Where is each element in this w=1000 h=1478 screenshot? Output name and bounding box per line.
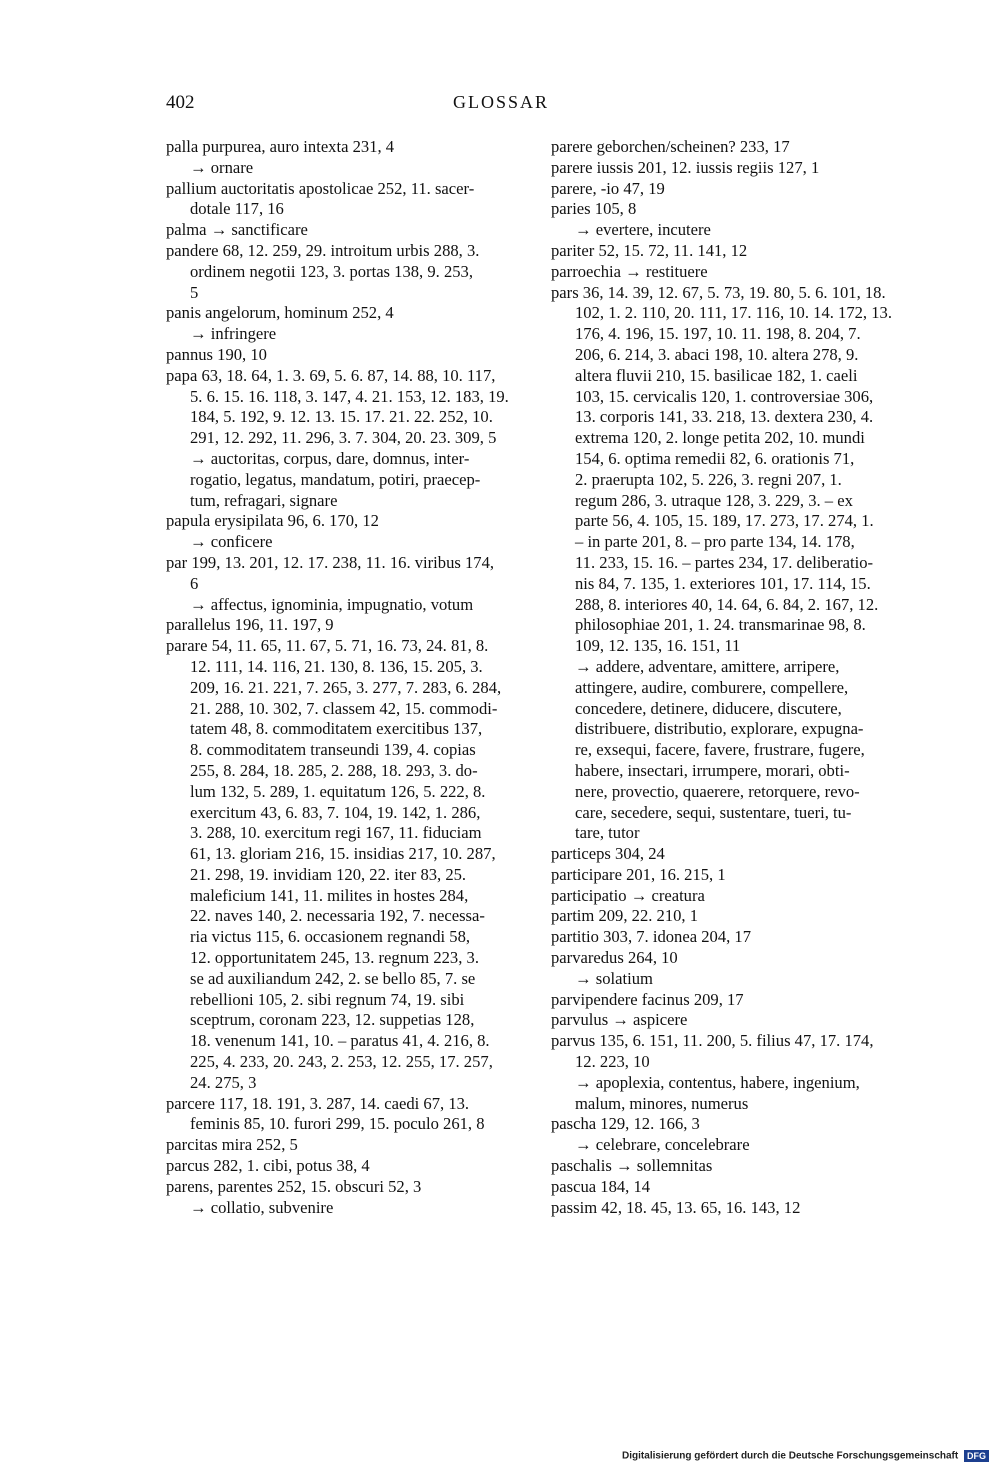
entry-continuation-line: 225, 4. 233, 20. 243, 2. 253, 12. 255, 17. 257, <box>190 1052 493 1072</box>
entry-headword-line: parere geborchen/scheinen? 233, 17 <box>551 137 790 156</box>
entry-continuation-line: 288, 8. interiores 40, 14. 64, 6. 84, 2. 167, 12. <box>575 594 879 614</box>
entry-headword-line: parvus 135, 6. 151, 11. 200, 5. filius 47, 17. 174, <box>551 1031 874 1051</box>
entry-headword-line: parvulus → aspicere <box>551 1010 688 1030</box>
entry-continuation-line: → celebrare, concelebrare <box>575 1135 750 1155</box>
entry-headword-line: parcus 282, 1. cibi, potus 38, 4 <box>166 1156 370 1176</box>
entry-continuation-line: habere, insectari, irrumpere, morari, obti- <box>575 760 850 780</box>
entry-continuation-line: concedere, detinere, diducere, discutere, <box>575 698 842 718</box>
running-title: GLOSSAR <box>452 92 550 112</box>
glossary-column-left <box>166 137 509 1218</box>
entry-headword-line: parvaredus 264, 10 <box>551 948 678 968</box>
entry-headword-line: papa 63, 18. 64, 1. 3. 69, 5. 6. 87, 14. 88, 10. 117, <box>166 365 496 385</box>
entry-continuation-line: → addere, adventare, amittere, arripere, <box>575 656 840 676</box>
entry-continuation-line: 5 <box>190 282 199 302</box>
entry-continuation-line: 206, 6. 214, 3. abaci 198, 10. altera 278, 9. <box>575 344 859 364</box>
entry-headword-line: pascha 129, 12. 166, 3 <box>551 1114 700 1134</box>
entry-continuation-line: altera fluvii 210, 15. basilicae 182, 1. caeli <box>575 365 858 385</box>
entry-continuation-line: 8. commoditatem transeundi 139, 4. copias <box>190 740 476 760</box>
entry-continuation-line: ria victus 115, 6. occasionem regnandi 58, <box>190 927 471 947</box>
entry-headword-line: pascua 184, 14 <box>551 1176 651 1196</box>
entry-headword-line: parere, -io 47, 19 <box>551 178 665 198</box>
entry-continuation-line: → conficere <box>190 532 273 552</box>
entry-continuation-line: 22. naves 140, 2. necessaria 192, 7. necessa- <box>190 906 485 926</box>
entry-continuation-line: 2. praerupta 102, 5. 226, 3. regni 207, 1. <box>575 469 842 489</box>
entry-continuation-line: 11. 233, 15. 16. – partes 234, 17. deliberatio- <box>575 552 874 572</box>
entry-continuation-line: nere, provectio, quaerere, retorquere, revo- <box>575 781 860 801</box>
entry-continuation-line: 12. 111, 14. 116, 21. 130, 8. 136, 15. 205, 3. <box>190 656 483 676</box>
footer-credit: Digitalisierung gefördert durch die Deutsche Forschungsgemeinschaft <box>622 1450 959 1462</box>
entry-continuation-line: 18. venenum 141, 10. – paratus 41, 4. 216, 8. <box>190 1031 490 1051</box>
entry-headword-line: parare 54, 11. 65, 11. 67, 5. 71, 16. 73, 24. 81, 8. <box>166 636 489 656</box>
entry-continuation-line: tatem 48, 8. commoditatem exercitibus 137, <box>190 719 483 739</box>
entry-headword-line: parens, parentes 252, 15. obscuri 52, 3 <box>166 1176 422 1196</box>
entry-headword-line: particeps 304, 24 <box>551 844 665 864</box>
entry-continuation-line: → affectus, ignominia, impugnatio, votum <box>190 594 474 614</box>
entry-continuation-line: rogatio, legatus, mandatum, potiri, praecep- <box>190 469 481 489</box>
entry-continuation-line: 3. 288, 10. exercitum regi 167, 11. fiduciam <box>190 823 482 843</box>
entry-headword-line: pannus 190, 10 <box>166 344 267 364</box>
entry-continuation-line: 24. 275, 3 <box>190 1072 257 1092</box>
entry-headword-line: participatio → creatura <box>551 885 705 905</box>
entry-continuation-line: distribuere, distributio, explorare, expugna- <box>575 719 864 739</box>
entry-continuation-line: rebellioni 105, 2. sibi regnum 74, 19. sibi <box>190 989 465 1009</box>
entry-continuation-line: → infringere <box>190 324 277 344</box>
entry-continuation-line: 5. 6. 15. 16. 118, 3. 147, 4. 21. 153, 12. 183, 19. <box>190 386 509 406</box>
entry-continuation-line: regum 286, 3. utraque 128, 3. 229, 3. – ex <box>575 490 853 510</box>
entry-continuation-line: → auctoritas, corpus, dare, domnus, inter- <box>190 448 470 468</box>
entry-continuation-line: care, secedere, sequi, sustentare, tueri, tu- <box>575 802 852 822</box>
entry-continuation-line: 61, 13. gloriam 216, 15. insidias 217, 10. 287, <box>190 844 496 864</box>
entry-continuation-line: malum, minores, numerus <box>575 1093 749 1113</box>
entry-headword-line: parcere 117, 18. 191, 3. 287, 14. caedi 67, 13. <box>166 1093 470 1113</box>
entry-continuation-line: 103, 15. cervicalis 120, 1. controversiae 306, <box>575 386 874 406</box>
entry-headword-line: parvipendere facinus 209, 17 <box>551 989 744 1009</box>
entry-continuation-line: feminis 85, 10. furori 299, 15. poculo 261, 8 <box>190 1114 485 1134</box>
entry-continuation-line: 6 <box>190 573 199 593</box>
entry-headword-line: par 199, 13. 201, 12. 17. 238, 11. 16. viribus 174, <box>166 552 495 572</box>
entry-continuation-line: 154, 6. optima remedii 82, 6. orationis 71, <box>575 448 855 468</box>
entry-continuation-line: → apoplexia, contentus, habere, ingenium, <box>575 1072 860 1092</box>
entry-continuation-line: attingere, audire, comburere, compellere, <box>575 677 849 697</box>
entry-continuation-line: sceptrum, coronam 223, 12. suppetias 128, <box>190 1010 475 1030</box>
entry-headword-line: parere iussis 201, 12. iussis regiis 127, 1 <box>551 157 820 177</box>
entry-continuation-line: 102, 1. 2. 110, 20. 111, 17. 116, 10. 14. 172, 13. <box>575 303 892 323</box>
entry-headword-line: parroechia → restituere <box>551 261 708 281</box>
entry-headword-line: participare 201, 16. 215, 1 <box>551 864 726 884</box>
entry-headword-line: parallelus 196, 11. 197, 9 <box>166 615 334 635</box>
glossary-column-right <box>551 137 892 1218</box>
page-number: 402 <box>166 92 195 113</box>
entry-headword-line: pandere 68, 12. 259, 29. introitum urbis 288, 3. <box>166 240 480 260</box>
entry-continuation-line: 13. corporis 141, 33. 218, 13. dextera 230, 4. <box>575 407 874 427</box>
entry-continuation-line: ordinem negotii 123, 3. portas 138, 9. 253, <box>190 261 473 281</box>
entry-headword-line: papula erysipilata 96, 6. 170, 12 <box>166 511 379 531</box>
entry-headword-line: palma → sanctificare <box>166 220 308 240</box>
entry-continuation-line: 21. 288, 10. 302, 7. classem 42, 15. commodi- <box>190 698 498 718</box>
entry-headword-line: pallium auctoritatis apostolicae 252, 11. sacer- <box>166 178 475 198</box>
entry-headword-line: palla purpurea, auro intexta 231, 4 <box>166 137 395 156</box>
entry-continuation-line: se ad auxiliandum 242, 2. se bello 85, 7. se <box>190 968 476 988</box>
entry-continuation-line: 209, 16. 21. 221, 7. 265, 3. 277, 7. 283, 6. 284, <box>190 677 502 697</box>
entry-continuation-line: re, exsequi, facere, favere, frustrare, fugere, <box>575 740 865 760</box>
entry-continuation-line: extrema 120, 2. longe petita 202, 10. mundi <box>575 428 865 448</box>
entry-headword-line: partitio 303, 7. idonea 204, 17 <box>551 927 752 947</box>
entry-continuation-line: 109, 12. 135, 16. 151, 11 <box>575 636 741 656</box>
entry-headword-line: pariter 52, 15. 72, 11. 141, 12 <box>551 240 748 260</box>
entry-headword-line: panis angelorum, hominum 252, 4 <box>166 303 394 323</box>
page-header <box>166 92 836 122</box>
entry-continuation-line: parte 56, 4. 105, 15. 189, 17. 273, 17. 274, 1. <box>575 511 874 531</box>
entry-continuation-line: nis 84, 7. 135, 1. exteriores 101, 17. 114, 15. <box>575 573 871 593</box>
entry-continuation-line: 12. 223, 10 <box>575 1052 650 1072</box>
entry-continuation-line: dotale 117, 16 <box>190 199 284 219</box>
entry-continuation-line: → ornare <box>190 157 254 177</box>
entry-continuation-line: 255, 8. 284, 18. 285, 2. 288, 18. 293, 3. do- <box>190 760 478 780</box>
entry-continuation-line: tare, tutor <box>575 823 640 843</box>
entry-continuation-line: tum, refragari, signare <box>190 490 338 510</box>
entry-headword-line: pars 36, 14. 39, 12. 67, 5. 73, 19. 80, 5. 6. 101, 18. <box>551 282 886 302</box>
entry-continuation-line: → collatio, subvenire <box>190 1197 334 1217</box>
entry-headword-line: paries 105, 8 <box>551 199 637 219</box>
entry-continuation-line: 21. 298, 19. invidiam 120, 22. iter 83, 25. <box>190 864 467 884</box>
entry-continuation-line: 291, 12. 292, 11. 296, 3. 7. 304, 20. 23. 309, 5 <box>190 428 497 448</box>
entry-continuation-line: maleficium 141, 11. milites in hostes 284, <box>190 885 469 905</box>
entry-headword-line: paschalis → sollemnitas <box>551 1156 713 1176</box>
entry-continuation-line: lum 132, 5. 289, 1. equitatum 126, 5. 222, 8. <box>190 781 486 801</box>
entry-continuation-line: → evertere, incutere <box>575 220 711 240</box>
footer <box>0 1450 989 1462</box>
entry-headword-line: partim 209, 22. 210, 1 <box>551 906 699 926</box>
entry-continuation-line: philosophiae 201, 1. 24. transmarinae 98, 8. <box>575 615 866 635</box>
entry-continuation-line: → solatium <box>575 968 653 988</box>
dfg-logo: DFG <box>964 1450 989 1462</box>
entry-continuation-line: 184, 5. 192, 9. 12. 13. 15. 17. 21. 22. 252, 10. <box>190 407 493 427</box>
entry-headword-line: parcitas mira 252, 5 <box>166 1135 298 1155</box>
entry-continuation-line: 12. opportunitatem 245, 13. regnum 223, 3. <box>190 948 479 968</box>
entry-continuation-line: 176, 4. 196, 15. 197, 10. 11. 198, 8. 204, 7. <box>575 324 861 344</box>
entry-continuation-line: exercitum 43, 6. 83, 7. 104, 19. 142, 1. 286, <box>190 802 481 822</box>
entry-headword-line: passim 42, 18. 45, 13. 65, 16. 143, 12 <box>551 1197 801 1217</box>
entry-continuation-line: – in parte 201, 8. – pro parte 134, 14. 178, <box>575 532 855 552</box>
